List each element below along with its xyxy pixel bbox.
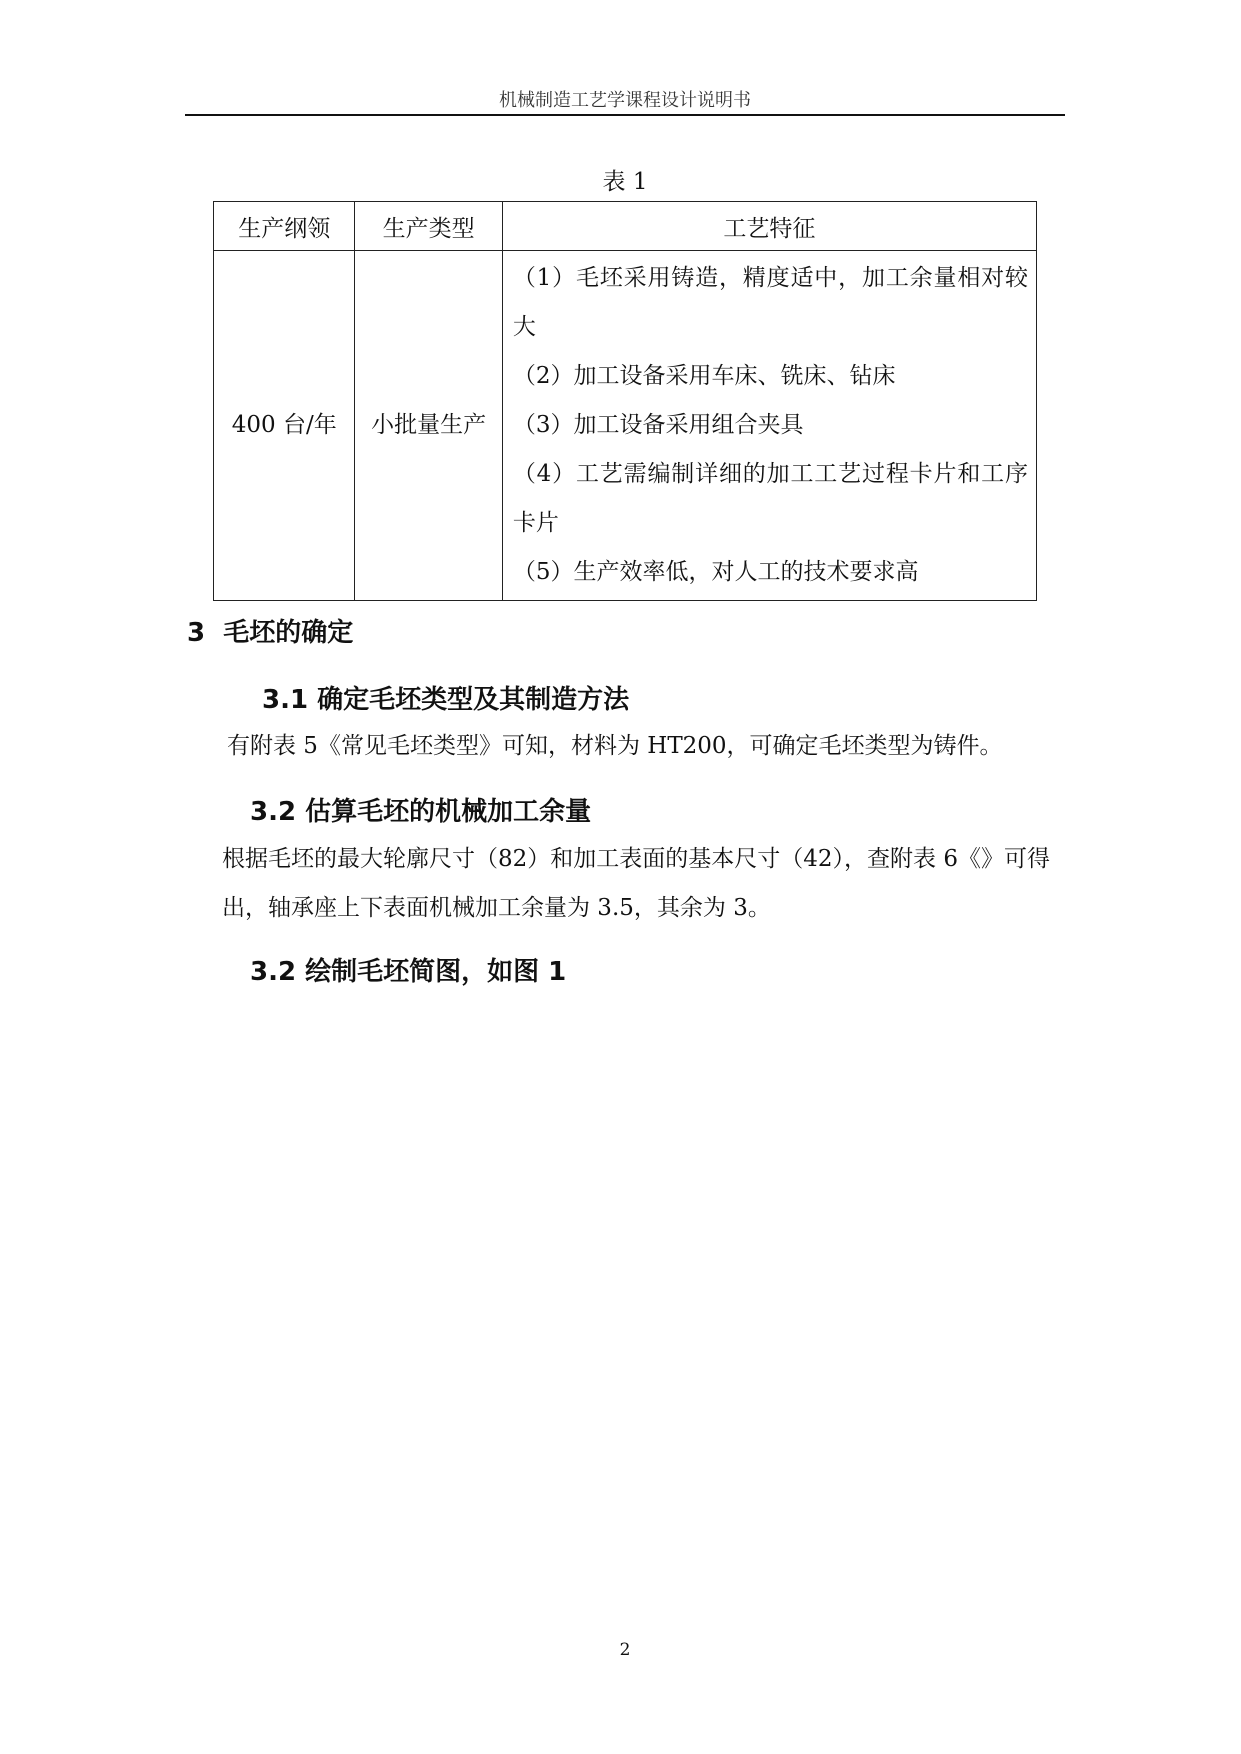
header-rule bbox=[185, 114, 1065, 116]
section-heading-3: 3 毛坯的确定 bbox=[187, 618, 354, 648]
header-production-volume: 生产纲领 bbox=[214, 202, 355, 251]
table-caption: 表 1 bbox=[602, 169, 648, 195]
table-row bbox=[214, 251, 1037, 601]
feature-item-2: （2）加工设备采用车床、铣床、钻床 bbox=[512, 363, 896, 389]
running-header: 机械制造工艺学课程设计说明书 bbox=[499, 90, 751, 111]
feature-item-3: （3）加工设备采用组合夹具 bbox=[512, 412, 804, 438]
cell-production-type: 小批量生产 bbox=[355, 251, 502, 601]
table-header-row bbox=[214, 202, 1037, 251]
feature-item-1: （1）毛坯采用铸造，精度适中，加工余量相对较大 bbox=[512, 265, 1028, 340]
cell-process-features bbox=[502, 251, 1036, 601]
paragraph-3-1: 有附表 5《常见毛坯类型》可知，材料为 HT200，可确定毛坯类型为铸件。 bbox=[227, 733, 1003, 759]
production-table bbox=[213, 201, 1037, 601]
header-production-type: 生产类型 bbox=[355, 202, 502, 251]
paragraph-3-2: 根据毛坯的最大轮廓尺寸（82）和加工表面的基本尺寸（42），查附表 6《》可得出，轴承座上下表面机械加工余量为 3.5，其余为 3。 bbox=[222, 846, 1050, 921]
subsection-heading-3-2: 3.2 估算毛坯的机械加工余量 bbox=[250, 797, 592, 827]
feature-item-5: （5）生产效率低，对人工的技术要求高 bbox=[512, 559, 919, 585]
page-number: 2 bbox=[619, 1640, 631, 1660]
header-process-features: 工艺特征 bbox=[502, 202, 1036, 251]
feature-item-4: （4）工艺需编制详细的加工工艺过程卡片和工序卡片 bbox=[512, 461, 1028, 536]
subsection-heading-3-2-sketch: 3.2 绘制毛坯简图，如图 1 bbox=[250, 957, 567, 987]
subsection-heading-3-1: 3.1 确定毛坯类型及其制造方法 bbox=[262, 685, 630, 715]
cell-production-volume: 400 台/年 bbox=[214, 251, 355, 601]
